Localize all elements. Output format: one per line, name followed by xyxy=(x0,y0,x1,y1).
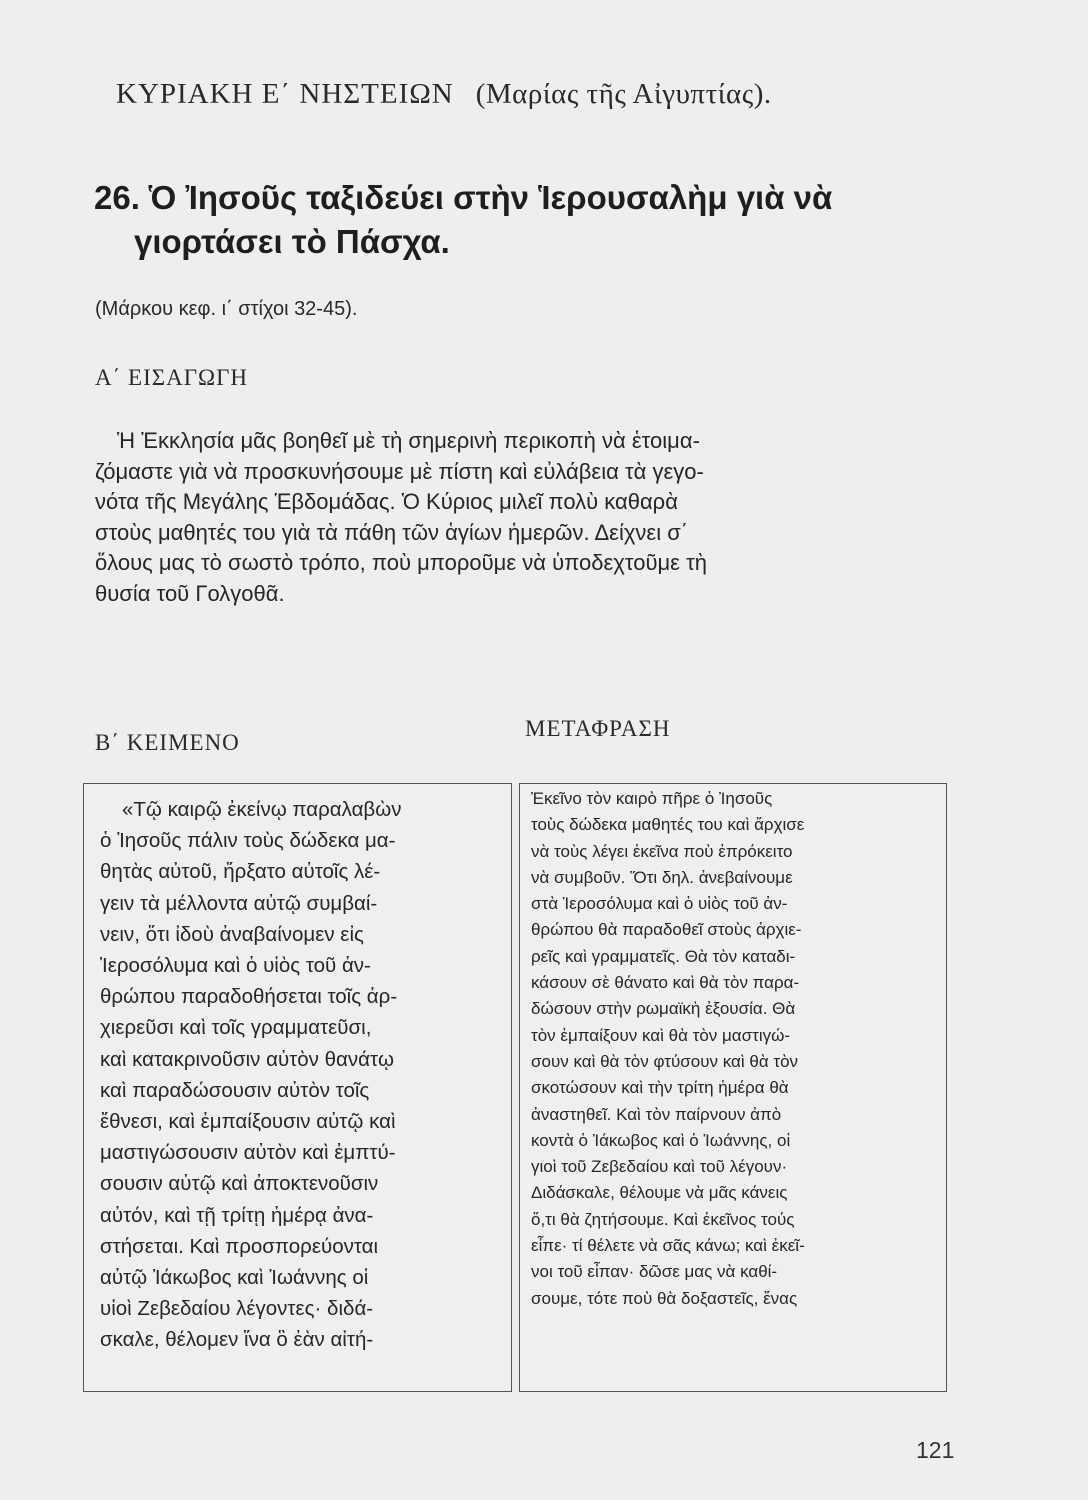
lesson-title xyxy=(94,176,944,264)
translation-line: σκοτώσουν καὶ τὴν τρίτη ἡμέρα θὰ xyxy=(531,1078,789,1098)
original-text-line: σκαλε, θέλομεν ἵνα ὃ ἐὰν αἰτή- xyxy=(100,1328,374,1352)
original-text-line: ὁ Ἰησοῦς πάλιν τοὺς δώδεκα μα- xyxy=(100,829,396,853)
running-head xyxy=(116,78,772,111)
original-text xyxy=(100,794,505,1356)
original-text-line: «Τῷ καιρῷ ἐκείνῳ παραλαβὼν xyxy=(122,798,402,821)
original-text-line: θρώπου παραδοθήσεται τοῖς ἀρ- xyxy=(100,985,398,1009)
original-text-line: Ἱεροσόλυμα καὶ ὁ υἱὸς τοῦ ἀν- xyxy=(100,954,371,978)
translation-line: θρώπου θὰ παραδοθεῖ στοὺς ἀρχιε- xyxy=(531,920,802,940)
original-text-line: αὐτῷ Ἰάκωβος καὶ Ἰωάννης οἱ xyxy=(100,1266,369,1290)
translation-line: Ἐκεῖνο τὸν καιρὸ πῆρε ὁ Ἰησοῦς xyxy=(531,789,773,808)
translation-line: σουν καὶ θὰ τὸν φτύσουν καὶ θὰ τὸν xyxy=(531,1051,799,1071)
translation-line: νοι τοῦ εἶπαν· δῶσε μας νὰ καθί- xyxy=(531,1262,778,1282)
paragraph-line: ὅλους μας τὸ σωστὸ τρόπο, ποὺ μποροῦμε νὰ ὑποδεχτοῦμε τὴ xyxy=(95,550,707,575)
original-text-line: καὶ κατακρινοῦσιν αὐτὸν θανάτῳ xyxy=(100,1047,395,1071)
paragraph-line: Ἡ Ἐκκλησία μᾶς βοηθεῖ μὲ τὴ σημερινὴ περικοπὴ νὰ ἑτοιμα- xyxy=(117,428,700,453)
translation-line: δώσουν στὴν ρωμαϊκὴ ἐξουσία. Θὰ xyxy=(531,999,796,1019)
original-text-line: στήσεται. Καὶ προσπορεύονται xyxy=(100,1234,379,1258)
translation-line: Διδάσκαλε, θέλουμε νὰ μᾶς κάνεις xyxy=(531,1183,788,1203)
text-heading: Β΄ ΚΕΙΜΕΝΟ xyxy=(95,730,240,755)
original-text-line: μαστιγώσουσιν αὐτὸν καὶ ἐμπτύ- xyxy=(100,1141,396,1165)
original-text-line: ἔθνεσι, καὶ ἐμπαίξουσιν αὐτῷ καὶ xyxy=(100,1110,396,1134)
translation-line: ὅ,τι θὰ ζητήσουμε. Καὶ ἐκεῖνος τούς xyxy=(531,1209,795,1229)
translation-line: ἀναστηθεῖ. Καὶ τὸν παίρνουν ἀπὸ xyxy=(531,1104,782,1124)
paragraph-line: ζόμαστε γιὰ νὰ προσκυνήσουμε μὲ πίστη καὶ εὐλάβεια τὰ γεγο- xyxy=(95,458,704,484)
paragraph-line: θυσία τοῦ Γολγοθᾶ. xyxy=(95,580,285,606)
running-head-title: ΚΥΡΙΑΚΗ Ε΄ ΝΗΣΤΕΙΩΝ xyxy=(116,78,454,110)
scripture-reference: (Μάρκου κεφ. ι΄ στίχοι 32-45). xyxy=(95,298,358,320)
original-text-line: σουσιν αὐτῷ καὶ ἀποκτενοῦσιν xyxy=(100,1172,379,1196)
translation-text xyxy=(531,786,936,1312)
translation-line: ρεῖς καὶ γραμματεῖς. Θὰ τὸν καταδι- xyxy=(531,946,796,966)
introduction-paragraph xyxy=(95,426,945,609)
running-head-subtitle: (Μαρίας τῆς Αἰγυπτίας). xyxy=(475,78,772,110)
translation-line: κάσουν σὲ θάνατο καὶ θὰ τὸν παρα- xyxy=(531,973,800,993)
translation-line: τοὺς δώδεκα μαθητές του καὶ ἄρχισε xyxy=(531,815,805,835)
translation-line: νὰ συμβοῦν. Ὅτι δηλ. ἀνεβαίνουμε xyxy=(531,867,793,887)
translation-line: νὰ τοὺς λέγει ἐκεῖνα ποὺ ἐπρόκειτο xyxy=(531,841,793,861)
original-text-line: καὶ παραδώσουσιν αὐτὸν τοῖς xyxy=(100,1078,370,1102)
translation-line: σουμε, τότε ποὺ θὰ δοξαστεῖς, ἕνας xyxy=(531,1288,798,1308)
page-number: 121 xyxy=(916,1437,955,1463)
translation-heading: ΜΕΤΑΦΡΑΣΗ xyxy=(525,716,671,741)
lesson-title-line: 26. Ὁ Ἰησοῦς ταξιδεύει στὴν Ἱερουσαλὴμ γιὰ νὰ xyxy=(94,179,833,216)
original-text-line: νειν, ὅτι ἰδοὺ ἀναβαίνομεν εἰς xyxy=(100,922,364,946)
original-text-line: γειν τὰ μέλλοντα αὐτῷ συμβαί- xyxy=(100,891,378,915)
paragraph-line: στοὺς μαθητές του γιὰ τὰ πάθη τῶν ἁγίων ἡμερῶν. Δείχνει σ΄ xyxy=(95,519,689,545)
translation-line: κοντὰ ὁ Ἰάκωβος καὶ ὁ Ἰωάννης, οἱ xyxy=(531,1130,791,1150)
original-text-line: αὐτόν, καὶ τῇ τρίτῃ ἡμέρᾳ ἀνα- xyxy=(100,1203,374,1227)
original-text-line: χιερεῦσι καὶ τοῖς γραμματεῦσι, xyxy=(100,1016,372,1040)
paragraph-line: νότα τῆς Μεγάλης Ἑβδομάδας. Ὁ Κύριος μιλεῖ πολὺ καθαρὰ xyxy=(95,489,678,514)
original-text-line: υἱοὶ Ζεβεδαίου λέγοντες· διδά- xyxy=(100,1297,374,1321)
translation-line: στὰ Ἱεροσόλυμα καὶ ὁ υἱὸς τοῦ ἀν- xyxy=(531,894,788,914)
translation-line: τὸν ἐμπαίξουν καὶ θὰ τὸν μαστιγώ- xyxy=(531,1025,791,1045)
translation-line: εἶπε· τί θέλετε νὰ σᾶς κάνω; καὶ ἐκεῖ- xyxy=(531,1236,805,1256)
introduction-heading: Α΄ ΕΙΣΑΓΩΓΗ xyxy=(95,365,249,390)
translation-line: γιοὶ τοῦ Ζεβεδαίου καὶ τοῦ λέγουν· xyxy=(531,1157,788,1177)
original-text-line: θητὰς αὐτοῦ, ἤρξατο αὐτοῖς λέ- xyxy=(100,860,381,884)
lesson-title-line: γιορτάσει τὸ Πάσχα. xyxy=(134,223,450,260)
